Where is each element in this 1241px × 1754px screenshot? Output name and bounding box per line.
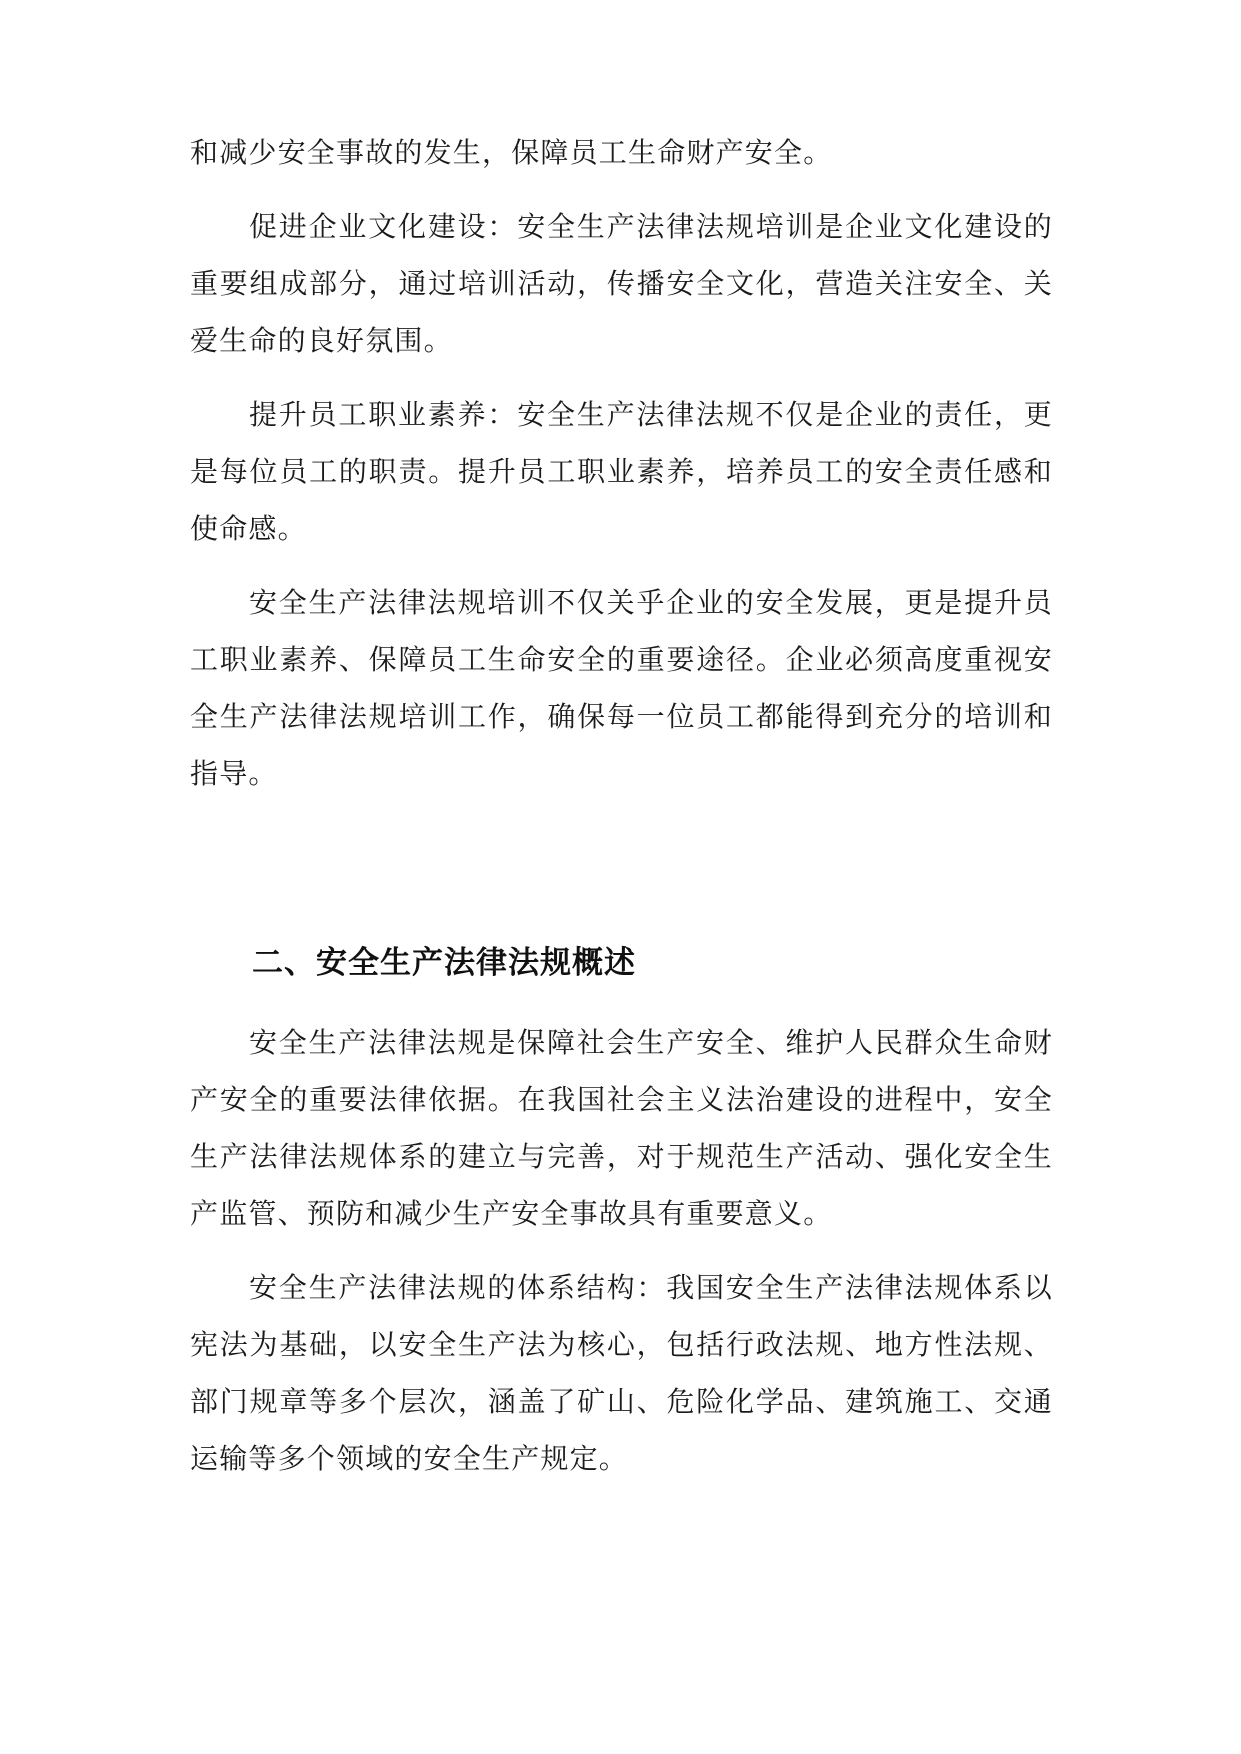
paragraph-system-structure: 安全生产法律法规的体系结构：我国安全生产法律法规体系以宪法为基础，以安全生产法为核心，包括行政法规、地方性法规、部门规章等多个层次，涵盖了矿山、危险化学品、建筑施工、交通运输等多个领域的安全生产规定。: [190, 1271, 1053, 1475]
paragraph-corporate-culture: 促进企业文化建设：安全生产法律法规培训是企业文化建设的重要组成部分，通过培训活动，传播安全文化，营造关注安全、关爱生命的良好氛围。: [190, 210, 1053, 357]
body-text-section2: [190, 1014, 1053, 1487]
section-heading: 二、安全生产法律法规概述: [252, 945, 636, 981]
paragraph-continuation: 和减少安全事故的发生，保障员工生命财产安全。: [190, 136, 833, 169]
body-text-top: [190, 124, 1053, 802]
paragraph-training-summary: 安全生产法律法规培训不仅关乎企业的安全发展，更是提升员工职业素养、保障员工生命安全的重要途径。企业必须高度重视安全生产法律法规培训工作，确保每一位员工都能得到充分的培训和指导。: [190, 586, 1053, 790]
paragraph-professional-quality: 提升员工职业素养：安全生产法律法规不仅是企业的责任，更是每位员工的职责。提升员工职业素养，培养员工的安全责任感和使命感。: [190, 398, 1053, 545]
paragraph-overview: 安全生产法律法规是保障社会生产安全、维护人民群众生命财产安全的重要法律依据。在我国社会主义法治建设的进程中，安全生产法律法规体系的建立与完善，对于规范生产活动、强化安全生产监管、预防和减少生产安全事故具有重要意义。: [190, 1026, 1053, 1230]
